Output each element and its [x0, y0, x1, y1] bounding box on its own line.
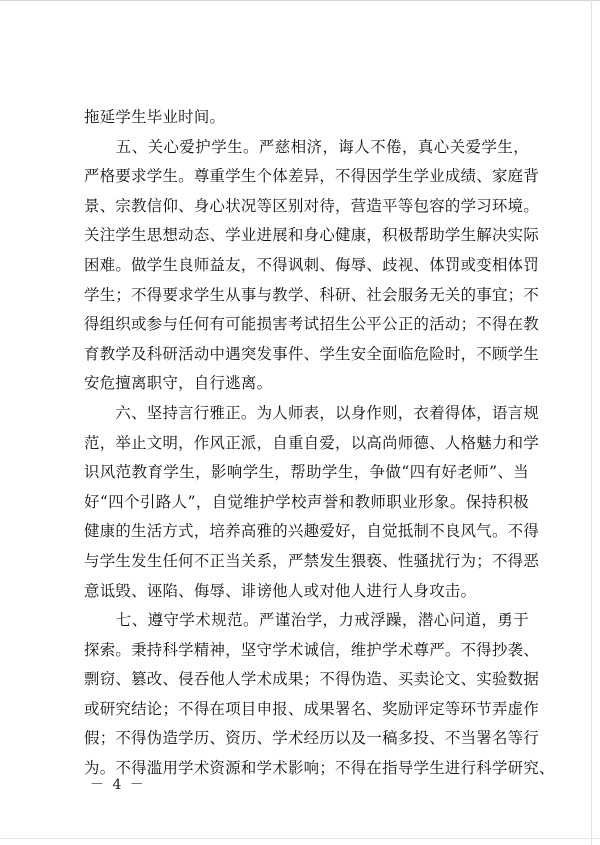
text-line-1: 拖延学生毕业时间。 [84, 108, 226, 126]
page-number: － 4 － [90, 777, 146, 793]
text-line-17: 意诋毁、诬陷、侮辱、诽谤他人或对他人进行人身攻击。 [84, 581, 477, 600]
text-line-15: 健康的生活方式，培养高雅的兴趣爱好，自觉抵制不良风气。不得 [84, 522, 540, 541]
text-line-16: 与学生发生任何不正当关系，严禁发生猥亵、性骚扰行为；不得恶 [84, 551, 540, 570]
text-line-11: 六、坚持言行雅正。为人师表，以身作则，衣着得体，语言规 [84, 403, 540, 422]
text-line-9: 育教学及科研活动中遇突发事件、学生安全面临危险时，不顾学生 [84, 344, 540, 363]
text-line-22: 假；不得伪造学历、资历、学术经历以及一稿多投、不当署名等行 [84, 729, 540, 748]
text-line-4: 景、宗教信仰、身心状况等区别对待，营造平等包容的学习环境。 [84, 196, 540, 215]
text-line-6: 困难。做学生良师益友，不得讽刺、侮辱、歧视、体罚或变相体罚 [84, 255, 540, 274]
text-line-5: 关注学生思想动态、学业进展和身心健康，积极帮助学生解决实际 [84, 226, 540, 245]
text-line-3: 严格要求学生。尊重学生个体差异，不得因学生学业成绩、家庭背 [84, 167, 540, 186]
text-line-2: 五、关心爱护学生。严慈相济，诲人不倦，真心关爱学生， [84, 137, 529, 156]
text-line-7: 学生；不得要求学生从事与教学、科研、社会服务无关的事宜；不 [84, 285, 540, 304]
text-line-19: 探索。秉持科学精神，坚守学术诚信，维护学术尊严。不得抄袭、 [84, 640, 540, 659]
page-border-top [0, 0, 600, 1]
text-line-14: 好“四个引路人”，自觉维护学校声誉和教师职业形象。保持积极 [84, 492, 529, 511]
text-line-13: 识风范教育学生，影响学生，帮助学生，争做“四有好老师”、当 [84, 463, 529, 482]
text-line-18: 七、遵守学术规范。严谨治学，力戒浮躁，潜心问道，勇于 [84, 611, 529, 630]
page-border-bottom [0, 838, 600, 839]
text-line-8: 得组织或参与任何有可能损害考试招生公平公正的活动；不得在教 [84, 315, 540, 334]
document-body [84, 103, 555, 784]
text-line-21: 或研究结论；不得在项目申报、成果署名、奖励评定等环节弄虚作 [84, 699, 540, 718]
text-line-20: 剽窃、篡改、侵吞他人学术成果；不得伪造、买卖论文、实验数据 [84, 670, 540, 689]
text-line-10: 安危擅离职守，自行逃离。 [84, 374, 273, 393]
text-line-12: 范，举止文明，作风正派，自重自爱，以高尚师德、人格魅力和学 [84, 433, 540, 452]
page-border-right [591, 0, 592, 845]
text-line-23: 为。不得滥用学术资源和学术影响；不得在指导学生进行科学研究、 [84, 759, 555, 778]
